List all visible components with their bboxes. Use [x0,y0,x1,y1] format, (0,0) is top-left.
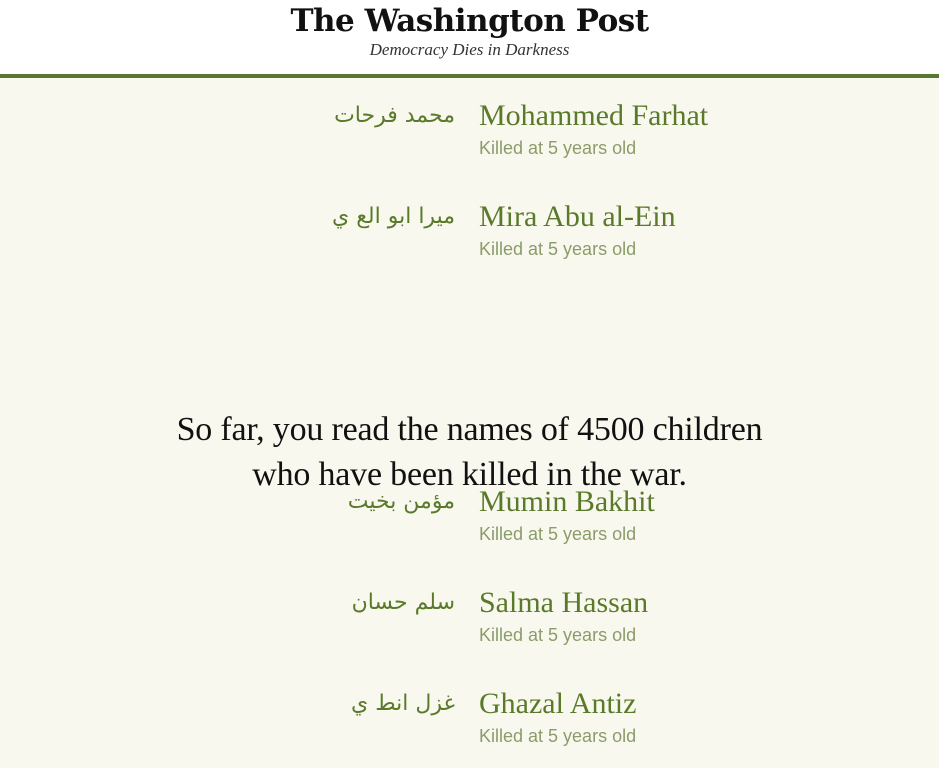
age-text: Killed at 5 years old [479,726,637,746]
summary-line-2: who have been killed in the war. [252,456,687,493]
summary-message [0,407,939,497]
child-name: Ghazal Antiz [479,687,637,720]
summary-line-1: So far, you read the names of 4500 children [176,411,763,448]
child-name: Mira Abu al-Ein [479,200,676,233]
list-item [0,200,939,270]
masthead [0,0,939,78]
child-name: Mumin Bakhit [479,485,655,518]
list-item [0,485,939,555]
tagline: Democracy Dies in Darkness [369,40,570,59]
age-text: Killed at 5 years old [479,625,637,645]
age-text: Killed at 5 years old [479,138,637,158]
arabic-name: مؤمن بخيت [347,489,455,514]
age-text: Killed at 5 years old [479,524,637,544]
list-item [0,99,939,169]
arabic-name: محمد فرحات [334,103,455,128]
list-item [0,586,939,656]
arabic-name: ميرا ابو الع ي [332,204,455,229]
arabic-name: غزل انط ي [351,691,455,716]
arabic-name: سلم حسان [351,590,455,615]
washington-post-logo[interactable]: The Washington Post [290,3,649,39]
age-text: Killed at 5 years old [479,239,637,259]
list-item [0,687,939,757]
child-name: Salma Hassan [479,586,649,619]
child-name: Mohammed Farhat [479,99,709,132]
